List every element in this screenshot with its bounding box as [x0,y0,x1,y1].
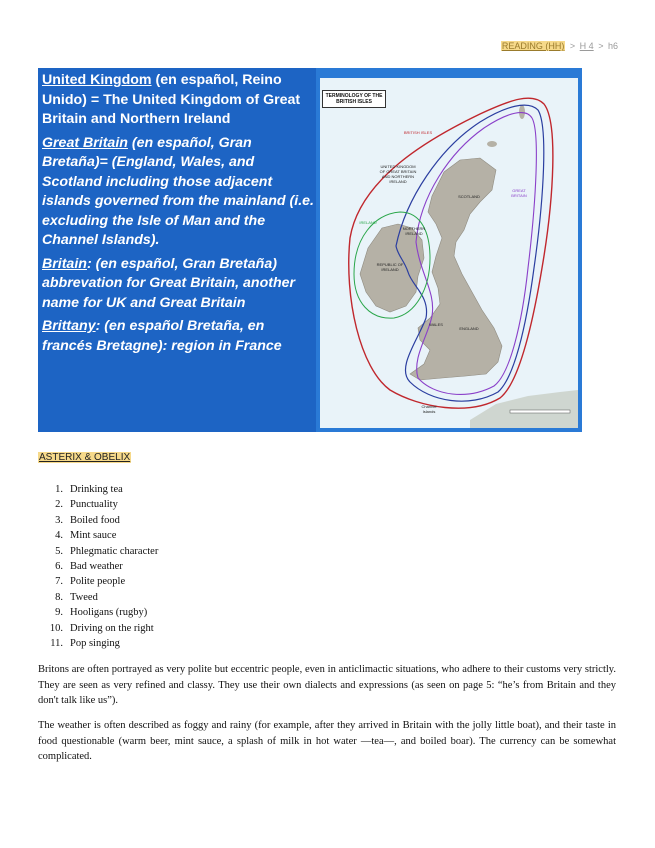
map-graphic [320,78,578,428]
breadcrumb-h6: h6 [607,41,618,51]
list-item-text: Boiled food [70,514,120,526]
stereotype-list [38,482,158,651]
label-scotland: SCOTLAND [458,194,480,199]
definition-britain [42,255,314,314]
british-isles-map [320,78,578,428]
label-channel-islands: Channel Islands [421,404,437,414]
list-item [38,590,158,605]
term-brittany: Brittany [42,318,96,334]
definitions-panel [38,68,316,432]
orkney-islands [487,141,497,147]
label-british-isles: BRITISH ISLES [403,130,433,135]
breadcrumb-link-reading[interactable]: READING (HH) [501,41,565,51]
list-number: 5. [55,545,63,557]
map-title: TERMINOLOGY OF THE BRITISH ISLES [322,90,386,108]
label-ireland: IRELAND [359,220,377,225]
list-item [38,574,158,589]
list-number: 11. [50,638,63,650]
list-item-text: Punctuality [70,499,118,511]
definition-brittany-text: : (en español Bretaña, en francés Bretagne): region in France [42,318,282,354]
list-number: 9. [55,607,63,619]
list-number: 7. [55,576,63,588]
breadcrumb-separator: > [598,41,604,51]
list-item [38,497,158,512]
term-great-britain: Great Britain [42,134,128,151]
list-item [38,528,158,543]
paragraph-britons: Britons are often portrayed as very polite but eccentric people, even in anticlimactic situations, who adhere to their customs very strictly. They are seen as very refined and classy. They use their own dialects and expressions (as seen on page 5: “he’s from Britain and they don't talk like us”). [38,664,616,706]
list-number: 6. [55,561,63,573]
list-item-text: Pop singing [70,638,120,650]
label-england: ENGLAND [459,326,479,331]
label-northern-ireland: NORTHERN IRELAND [402,226,426,236]
section-heading: ASTERIX & OBELIX [39,452,131,463]
label-great-britain: GREAT BRITAIN [511,188,527,198]
term-united-kingdom: United Kingdom [42,72,152,88]
list-number: 10. [49,622,63,634]
list-item-text: Driving on the right [70,622,154,634]
definition-britain-text: : (en español, Gran Bretaña) abbrevation for Great Britain, another name for UK and Great Britain [42,255,296,311]
label-republic-of-ireland: REPUBLIC OF IRELAND [376,262,404,272]
list-item [38,482,158,497]
paragraph-weather: The weather is often described as foggy and rainy (for example, after they arrived in Britain with the jolly little boat), and their taste in food questionable (warm beer, mint sauce, a splash of milk in hot water —tea—, and boiled boar). The currency can be somewhat complicated. [38,720,616,762]
definition-great-britain [42,134,314,251]
label-united-kingdom: UNITED KINGDOM OF GREAT BRITAIN AND NORTHERN IRELAND [379,164,417,184]
term-britain: Britain [42,255,87,272]
list-item [38,513,158,528]
map-panel [316,68,582,432]
great-britain-landmass [410,158,502,380]
list-item-text: Mint sauce [70,530,117,542]
scale-bar [510,410,570,413]
list-item-text: Bad weather [70,561,123,573]
list-item-text: Hooligans (rugby) [70,607,148,619]
list-item-text: Polite people [70,576,126,588]
list-number: 1. [55,484,63,495]
france-coast [470,390,578,428]
label-wales: WALES [429,322,443,327]
list-item-text: Tweed [70,591,98,603]
breadcrumb [501,41,618,51]
list-item-text: Drinking tea [70,484,123,495]
definition-brittany [42,317,314,356]
list-item [38,621,158,636]
list-item-text: Phlegmatic character [70,545,159,557]
list-item [38,636,158,651]
list-number: 8. [55,591,63,603]
breadcrumb-separator: > [569,41,576,51]
breadcrumb-h4[interactable]: H 4 [579,41,594,51]
list-number: 2. [55,499,63,511]
definition-gb-text: (en español, Gran Bretaña)= (England, Wales, and Scotland including those adjacent islands governed from the mainland (i.e. excluding the Isle of Man and the Channel Islands). [42,134,314,248]
definitions-text [42,71,314,360]
list-item [38,605,158,620]
list-number: 3. [55,514,63,526]
list-item [38,544,158,559]
list-item [38,559,158,574]
definition-uk-text: (en español, Reino Unido) = The United Kingdom of Great Britain and Northern Ireland [42,72,301,127]
list-number: 4. [55,530,63,542]
definition-uk [42,71,314,130]
